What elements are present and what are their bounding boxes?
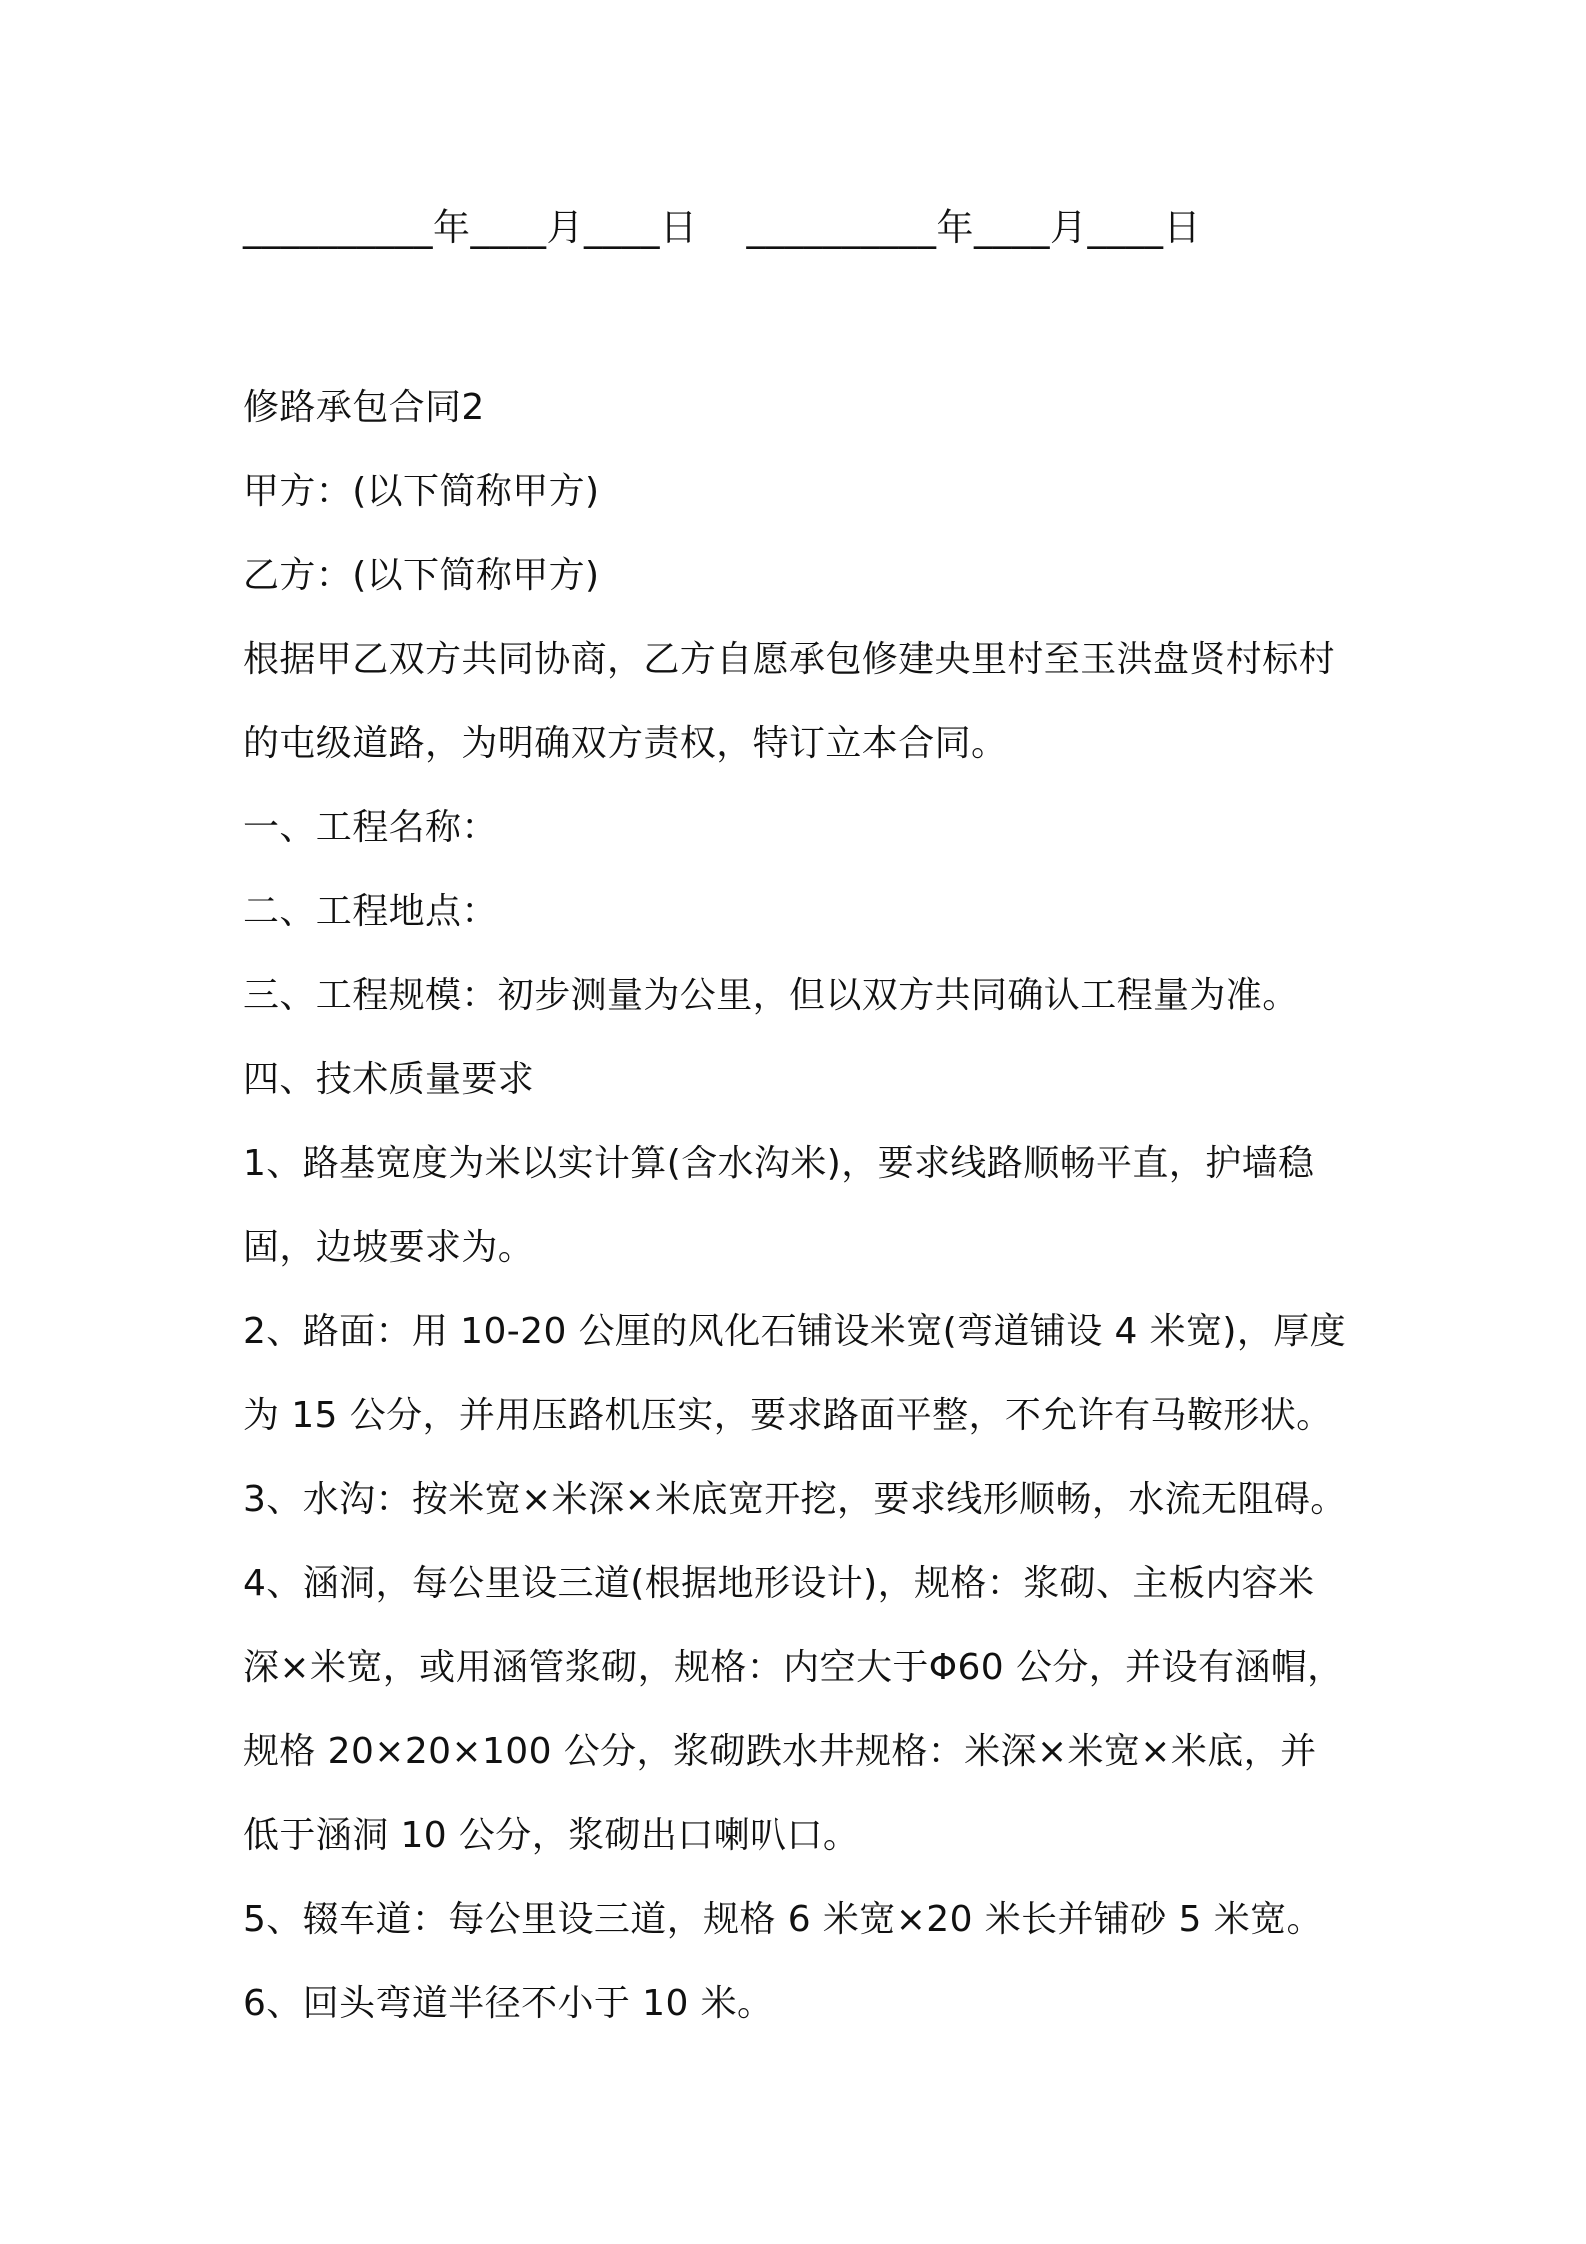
item-6-line-1: 6、回头弯道半径不小于 10 米。 [243, 1983, 774, 2024]
item-4-line-1: 4、涵洞，每公里设三道(根据地形设计)，规格：浆砌、主板内容米 [243, 1563, 1315, 1604]
section-technical-requirements: 四、技术质量要求 [243, 1059, 535, 1100]
item-4-line-3: 规格 20×20×100 公分，浆砌跌水井规格：米深×米宽×米底，并 [243, 1731, 1317, 1772]
signature-date-line: __________年____月____日 __________年____月____日 [243, 206, 1202, 249]
item-1-line-1: 1、路基宽度为米以实计算(含水沟米)，要求线路顺畅平直，护墙稳 [243, 1143, 1315, 1184]
item-3-line-1: 3、水沟：按米宽×米深×米底宽开挖，要求线形顺畅，水流无阻碍。 [243, 1479, 1347, 1520]
item-2-line-1: 2、路面：用 10-20 公厘的风化石铺设米宽(弯道铺设 4 米宽)，厚度 [243, 1311, 1347, 1352]
section-project-scale: 三、工程规模：初步测量为公里，但以双方共同确认工程量为准。 [243, 975, 1299, 1016]
item-5-line-1: 5、辍车道：每公里设三道，规格 6 米宽×20 米长并铺砂 5 米宽。 [243, 1899, 1323, 1940]
item-4-line-4: 低于涵洞 10 公分，浆砌出口喇叭口。 [243, 1815, 860, 1856]
party-b-line: 乙方：(以下简称甲方) [243, 555, 600, 596]
preamble-line-2: 的屯级道路，为明确双方责权，特订立本合同。 [243, 723, 1008, 764]
party-a-line: 甲方：(以下简称甲方) [243, 471, 600, 512]
section-project-name: 一、工程名称： [243, 807, 498, 848]
section-project-location: 二、工程地点： [243, 891, 498, 932]
item-4-line-2: 深×米宽，或用涵管浆砌，规格：内空大于Φ60 公分，并设有涵帽， [243, 1647, 1344, 1688]
item-1-line-2: 固，边坡要求为。 [243, 1227, 535, 1268]
preamble-line-1: 根据甲乙双方共同协商，乙方自愿承包修建央里村至玉洪盘贤村标村 [243, 639, 1336, 680]
item-2-line-2: 为 15 公分，并用压路机压实，要求路面平整，不允许有马鞍形状。 [243, 1395, 1333, 1436]
contract-body [243, 366, 1383, 2046]
contract-title: 修路承包合同2 [243, 387, 485, 428]
